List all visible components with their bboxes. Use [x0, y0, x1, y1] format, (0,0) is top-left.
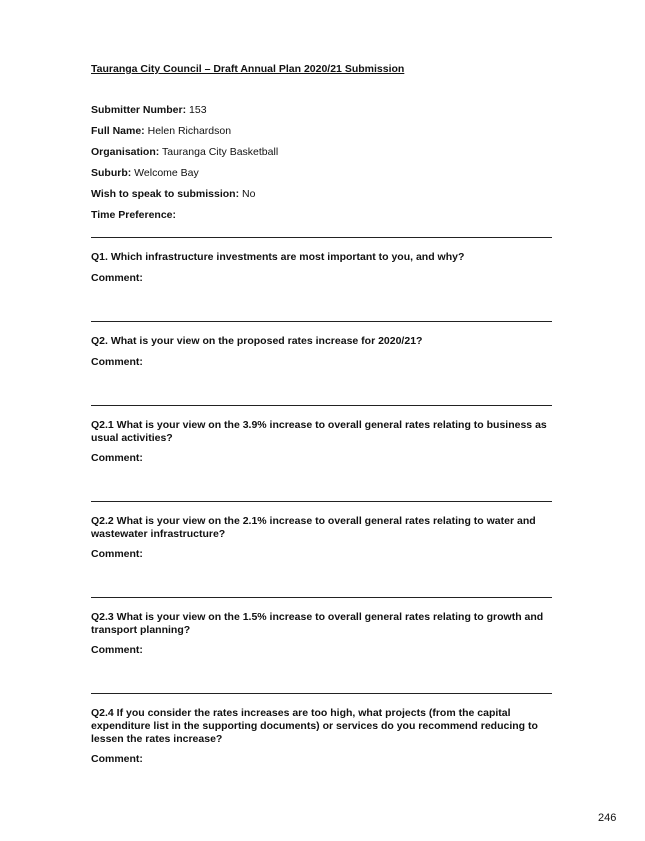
question-q2-2: Q2.2 What is your view on the 2.1% increase to overall general rates relating to water and wastewater infrastructure?: [91, 515, 536, 540]
comment-label-q2: Comment:: [91, 356, 143, 368]
question-q2-1: Q2.1 What is your view on the 3.9% increase to overall general rates relating to business as usual activities?: [91, 419, 547, 444]
comment-label-q2-4: Comment:: [91, 753, 143, 765]
question-q2-3: Q2.3 What is your view on the 1.5% increase to overall general rates relating to growth and transport planning?: [91, 611, 544, 636]
field-value: Tauranga City Basketball: [162, 146, 279, 158]
field-value: No: [242, 188, 256, 200]
field-value: Welcome Bay: [134, 167, 199, 179]
divider-line: [91, 693, 552, 694]
question-q2: Q2. What is your view on the proposed rates increase for 2020/21?: [91, 335, 423, 347]
organisation-field: [91, 146, 278, 158]
divider-line: [91, 501, 552, 502]
field-label: Wish to speak to submission:: [91, 188, 240, 200]
field-label: Submitter Number:: [91, 104, 187, 116]
question-q1: Q1. Which infrastructure investments are most important to you, and why?: [91, 251, 465, 263]
divider-line: [91, 237, 552, 238]
field-label: Suburb:: [91, 167, 132, 179]
field-label: Time Preference:: [91, 209, 177, 221]
comment-label-q2-3: Comment:: [91, 644, 143, 656]
comment-label-q2-1: Comment:: [91, 452, 143, 464]
field-value: 153: [189, 104, 207, 116]
document-title: Tauranga City Council – Draft Annual Plan 2020/21 Submission: [91, 63, 405, 75]
field-value: Helen Richardson: [147, 125, 232, 137]
time-preference-field: [91, 209, 176, 221]
submitter-number-field: [91, 104, 207, 116]
divider-line: [91, 321, 552, 322]
question-q2-4: Q2.4 If you consider the rates increases are too high, what projects (from the capital expenditure list in the supporting documents) or services do you recommend reducing to lessen the rates increase?: [91, 707, 538, 745]
full-name-field: [91, 125, 231, 137]
field-label: Full Name:: [91, 125, 145, 137]
divider-line: [91, 405, 552, 406]
comment-label-q1: Comment:: [91, 272, 143, 284]
field-label: Organisation:: [91, 146, 160, 158]
suburb-field: [91, 167, 199, 179]
page-number: 246: [598, 812, 617, 824]
comment-label-q2-2: Comment:: [91, 548, 143, 560]
wish-to-speak-field: [91, 188, 255, 200]
divider-line: [91, 597, 552, 598]
